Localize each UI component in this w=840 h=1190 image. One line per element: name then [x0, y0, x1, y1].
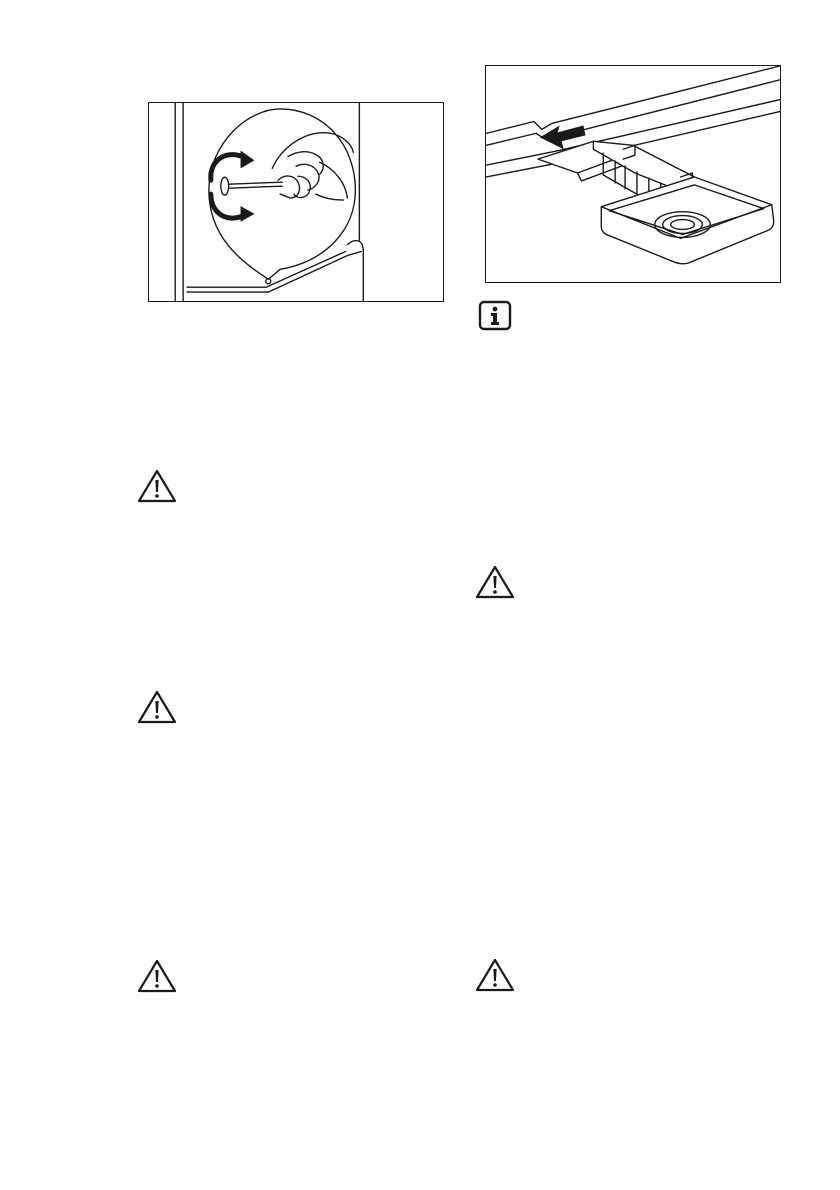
- warning-triangle-icon: [136, 958, 178, 994]
- screwdriver-illustration: [149, 103, 443, 301]
- warning-triangle-icon: [136, 468, 178, 504]
- figure-drain-tray: [485, 65, 781, 283]
- warning-triangle-icon: [474, 564, 516, 600]
- info-icon: [478, 300, 514, 332]
- figure-screwdriver-adjust: [148, 102, 444, 302]
- drain-tray-illustration: [486, 66, 780, 282]
- warning-triangle-icon: [136, 689, 178, 725]
- warning-triangle-icon: [474, 957, 516, 993]
